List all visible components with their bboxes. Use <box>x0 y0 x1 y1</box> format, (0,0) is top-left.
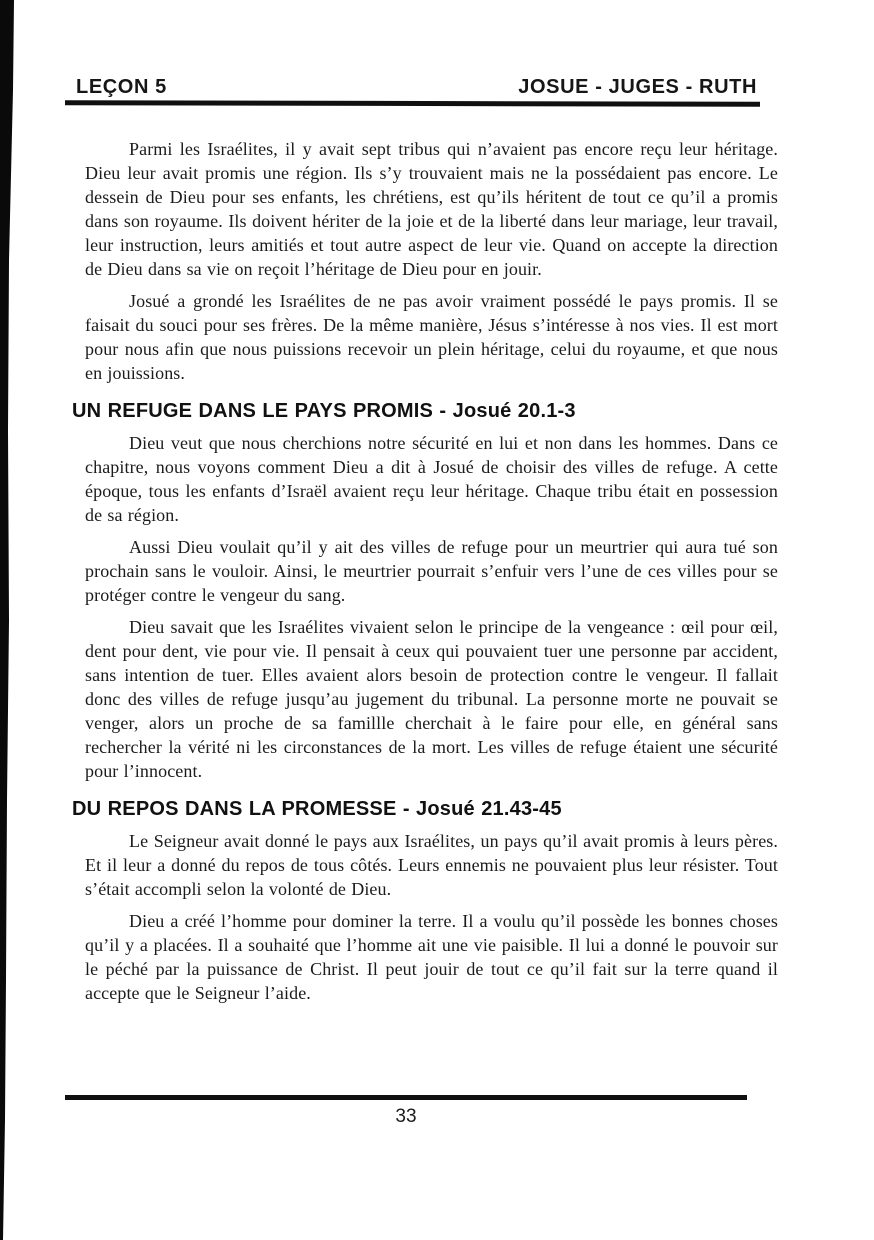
body-paragraph: Dieu veut que nous cherchions notre sécurité en lui et non dans les hommes. Dans ce chapitre, nous voyons comment Dieu a dit à Josué de choisir des villes de refuge. A cette époque, tous les enfants d’Israël avaient reçu leur héritage. Chaque tribu était en possession de sa région. <box>85 433 778 525</box>
section-heading: UN REFUGE DANS LE PAYS PROMIS - Josué 20.1-3 <box>72 400 576 422</box>
body-paragraph: Dieu savait que les Israélites vivaient selon le principe de la vengeance : œil pour œil, dent pour dent, vie pour vie. Il pensait à ceux qui pouvaient tuer une personne par accident, sans intention de tuer. Elles avaient alors besoin de protection contre le vengeur. Il fallait donc des villes de refuge jusqu’au jugement du tribunal. La personne morte ne pouvait se venger, alors un proche de sa famillle cherchait à le faire pour elle, en général sans rechercher la vérité ni les circonstances de la mort. Les villes de refuge étaient une sécurité pour l’innocent. <box>85 617 778 781</box>
header-rule <box>65 100 760 106</box>
body-paragraph: Le Seigneur avait donné le pays aux Israélites, un pays qu’il avait promis à leurs pères. Et il leur a donné du repos de tous côtés. Leurs ennemis ne pouvaient plus leur résister. Tout s’était accompli selon la volonté de Dieu. <box>85 831 778 899</box>
body-paragraph: Parmi les Israélites, il y avait sept tribus qui n’avaient pas encore reçu leur héritage. Dieu leur avait promis une région. Ils s’y trouvaient mais ne la possédaient pas encore. Le dessein de Dieu pour ses enfants, les chrétiens, est qu’ils héritent de tout ce qu’il a promis dans son royaume. Ils doivent hériter de la joie et de la liberté dans leur mariage, leur travail, leur instruction, leurs amitiés et tout autre aspect de leur vie. Quand on accepte la direction de Dieu dans sa vie on reçoit l’héritage de Dieu pour en jouir. <box>85 139 778 279</box>
body-paragraph: Josué a grondé les Israélites de ne pas avoir vraiment possédé le pays promis. Il se faisait du souci pour ses frères. De la même manière, Jésus s’intéresse à nos vies. Il est mort pour nous afin que nous puissions recevoir un plein héritage, celui du royaume, et que nous en jouissions. <box>85 291 778 383</box>
page-number: 33 <box>395 1106 417 1127</box>
footer-rule <box>65 1095 747 1100</box>
running-header <box>76 76 757 99</box>
body-paragraph: Aussi Dieu voulait qu’il y ait des villes de refuge pour un meurtrier qui aura tué son prochain sans le vouloir. Ainsi, le meurtrier pourrait s’enfuir vers l’une de ces villes pour se protéger contre le vengeur du sang. <box>85 537 778 605</box>
scan-artifact-bar <box>0 0 16 1240</box>
lesson-label: LEÇON 5 <box>76 76 167 98</box>
page-body <box>72 137 778 1013</box>
body-paragraph: Dieu a créé l’homme pour dominer la terre. Il a voulu qu’il possède les bonnes choses qu’il y a placées. Il a souhaité que l’homme ait une vie paisible. Il lui a donné le pouvoir sur le péché par la puissance de Christ. Il peut jouir de tout ce qu’il fait sur la terre quand il accepte que le Seigneur l’aide. <box>85 911 778 1003</box>
book-title: JOSUE - JUGES - RUTH <box>518 76 757 98</box>
section-heading: DU REPOS DANS LA PROMESSE - Josué 21.43-45 <box>72 798 562 820</box>
